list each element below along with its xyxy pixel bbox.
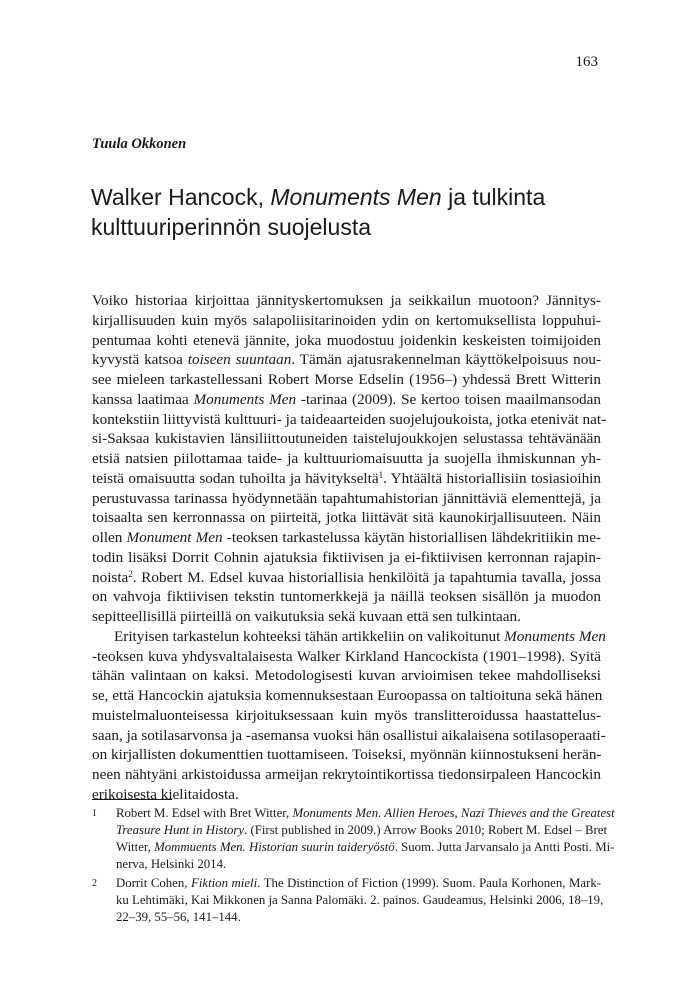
text-line: si-Saksaa kukistavien länsiliittoutuneiden taistelujoukkojen selustassa tehtävänään — [92, 430, 601, 448]
text-run: -tarinaa (2009). Se kertoo toisen maailmansodan — [296, 390, 601, 408]
text-run: . Suom. Jutta Jarvansalo ja Antti Posti. Mi- — [394, 840, 615, 854]
text-line: see mieleen tarkastellessani Robert Morse Edselin (1956–) yhdessä Brett Witterin — [92, 371, 601, 388]
footnotes — [92, 805, 615, 928]
text-line: kontekstiin liittyvistä kulttuuri- ja taideaarteiden suojelujoukoista, jotka etenivät nat- — [92, 410, 607, 428]
text-run: noista — [92, 568, 129, 586]
text-run: . The Distinction of Fiction (1999). Suom. Paula Korhonen, Mark- — [257, 876, 601, 890]
book-title: Fiktion mieli — [191, 876, 258, 890]
book-title: Treasure Hunt in History — [116, 823, 245, 837]
article-body — [92, 291, 607, 805]
author-name: Tuula Okkonen — [92, 136, 187, 152]
text-line — [92, 528, 601, 548]
text-line — [92, 627, 606, 647]
text-line: neen nähtyäni arkistoidussa armeijan rekrytointikortissa tiedonsirpaleen Hancockin — [92, 766, 601, 783]
title-line-2: kulttuuriperinnön suojelusta — [91, 214, 372, 240]
text-run: teistä omaisuutta sodan tuhoilta ja hävitykseltä — [92, 469, 379, 487]
text-line: perustuvassa tarinassa hyödynnetään tapahtumahistorian jännittäviä elementtejä, ja — [92, 489, 601, 507]
text-line: erikoisesta kielitaidosta. — [92, 785, 239, 803]
footnote-divider — [92, 799, 172, 800]
book-title: Monuments Men — [193, 390, 297, 408]
emphasis: toiseen suuntaan — [187, 351, 292, 369]
footnote-line: 22–39, 55–56, 141–144. — [116, 910, 241, 924]
title-text: ja tulkinta — [441, 184, 546, 210]
footnote-line — [116, 822, 608, 839]
book-title: Monuments Men. Allien Heroes, Nazi Thieves and the Greatest — [292, 806, 615, 820]
page-number: 163 — [575, 54, 598, 70]
text-line: etsiä natsien piilottamaa taide- ja kulttuuriomaisuutta ja suojella ihmiskunnan yh- — [92, 450, 601, 467]
text-line — [92, 568, 601, 588]
text-line — [92, 469, 601, 489]
text-line: pentumaa kohti etenevä jännite, joka muodostuu joidenkin keskeisten toimijoiden — [92, 331, 601, 349]
text-run: . Yhtäältä historiallisiin tosiasioihin — [383, 469, 601, 487]
paragraph-1 — [92, 291, 607, 627]
text-line: tähän valintaan on kaksi. Metodologisesti kuvan arvioimisen tekee mahdolliseksi — [92, 667, 601, 685]
paragraph-2 — [92, 627, 606, 805]
footnote-number: 2 — [92, 878, 97, 889]
title-italic: Monuments Men — [270, 184, 442, 210]
text-line: sepitteellisillä piirteillä on vaikutuksia sekä kuvaan että sen tulkintaan. — [92, 608, 521, 625]
footnote-line — [116, 875, 601, 892]
book-title: Mommuents Men. Historian suurin taideryöstö — [154, 840, 395, 854]
text-line: on vahvoja fiktiivisen tekstin tuntomerkkejä ja näillä teoksen sisällön ja muodon — [92, 588, 601, 606]
book-title: Monument Men — [126, 529, 223, 546]
text-run: ollen — [92, 529, 127, 546]
text-run: . Tämän ajatusrakennelman käyttökelpoisuus nou- — [291, 351, 602, 369]
footnote-line: ku Lehtimäki, Kai Mikkonen ja Sanna Palomäki. 2. painos. Gaudeamus, Helsinki 2006, 18–19, — [116, 893, 604, 907]
text-run: . (First published in 2009.) Arrow Books 2010; Robert M. Edsel – Bret — [244, 823, 608, 837]
text-line: todin lisäksi Dorrit Cohnin ajatuksia fiktiivisen ja ei-fiktiivisen kerronnan rajapin- — [92, 548, 601, 566]
text-line: -teoksen kuva yhdysvaltalaisesta Walker Kirkland Hancockista (1901–1998). Syitä — [92, 647, 601, 665]
text-run: Witter, — [116, 840, 155, 854]
footnote-line: nerva, Helsinki 2014. — [116, 857, 227, 871]
text-run: . Robert M. Edsel kuvaa historiallisia henkilöitä ja tapahtumia tavalla, jossa — [132, 568, 601, 586]
title-text: Walker Hancock, — [91, 184, 271, 210]
text-line: saan, ja sotilasarvonsa ja -asemansa vuoksi hän osallistui aikalaisena sotilasoperaati- — [92, 726, 606, 744]
footnote-ref-2[interactable]: 2 — [128, 568, 133, 579]
text-line — [92, 390, 601, 410]
text-line: toisaalta sen kerronnassa on piirteitä, jotka liittävät sitä kaunokirjallisuuteen. Näin — [92, 509, 601, 527]
text-line: se, että Hancockin ajatuksia komennuksestaan Euroopassa on taltioituna sekä hänen — [92, 687, 603, 704]
footnote-1 — [92, 805, 615, 873]
text-line: muistelmaluonteisessa kirjoituksessaan kuin myös translitteroidussa haastattelus- — [92, 706, 601, 724]
text-run: -teoksen tarkastelussa käytän historiallisen lähdekritiikin me- — [222, 529, 601, 546]
text-line: kirjallisuuden kuin myös salapoliisitarinoiden ydin on kertomuksellista loppuhui- — [92, 311, 601, 329]
footnote-line — [116, 839, 615, 856]
text-run: kanssa laatimaa — [92, 390, 194, 408]
footnote-line — [116, 805, 615, 822]
footnote-2 — [92, 875, 604, 926]
text-run: Dorrit Cohen, — [116, 876, 192, 890]
footnote-ref-1[interactable]: 1 — [378, 469, 384, 480]
text-run: Erityisen tarkastelun kohteeksi tähän artikkeliin on valikoitunut — [114, 627, 505, 645]
book-title: Monuments Men — [504, 627, 606, 645]
text-line: on kirjallisten dokumenttien tuottamiseen. Toiseksi, myönnän kiinnostukseni herän- — [92, 746, 602, 764]
text-run: kyvystä katsoa — [92, 351, 188, 369]
text-run: Robert M. Edsel with Bret Witter, — [116, 806, 293, 820]
text-line — [92, 350, 601, 370]
footnote-number: 1 — [92, 808, 97, 819]
article-title — [91, 182, 591, 242]
text-line: Voiko historiaa kirjoittaa jännityskertomuksen ja seikkailun muotoon? Jännitys- — [92, 292, 601, 309]
